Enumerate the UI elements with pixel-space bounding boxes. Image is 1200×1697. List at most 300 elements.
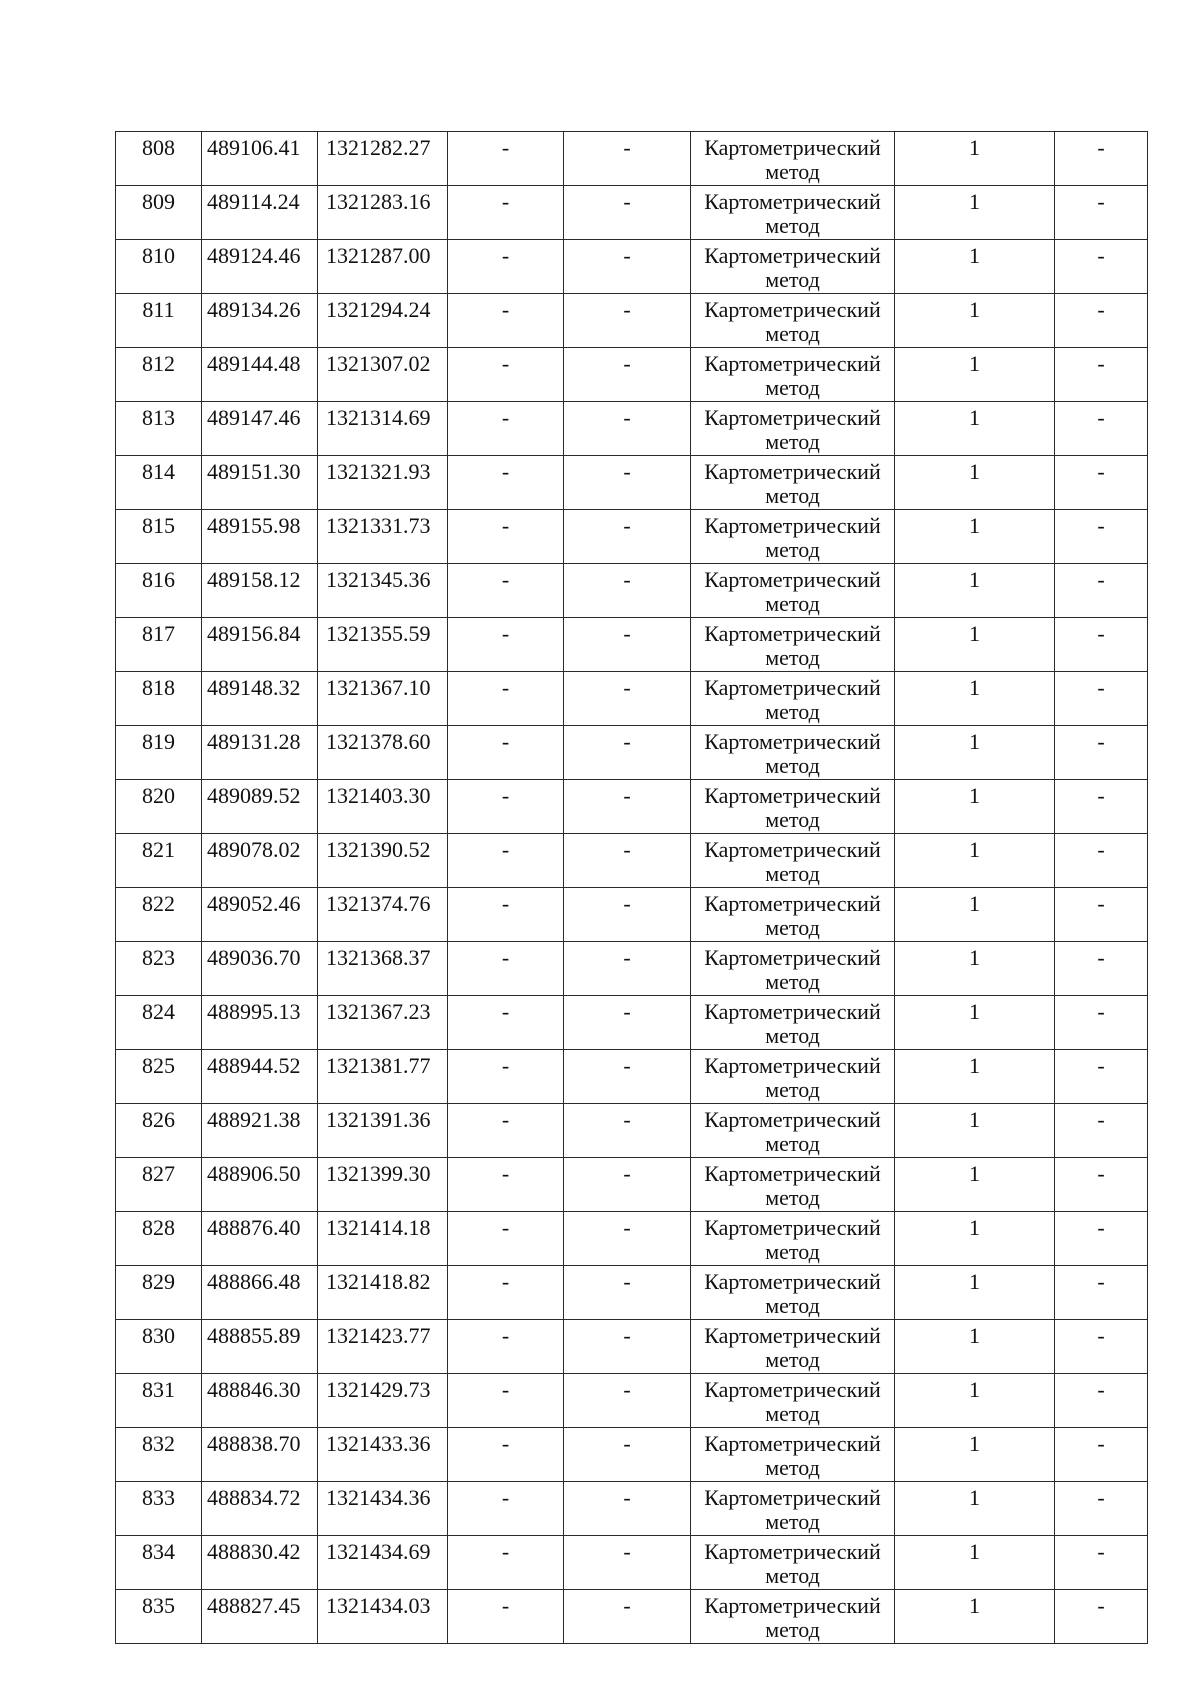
y-coordinate-cell: 1321434.69 xyxy=(318,1536,448,1590)
table-row xyxy=(116,1428,1148,1482)
dash-cell: - xyxy=(448,186,564,240)
point-number-cell: 813 xyxy=(116,402,202,456)
method-label-line2: метод xyxy=(765,753,820,778)
dash-cell: - xyxy=(564,1050,691,1104)
dash-cell: - xyxy=(448,1266,564,1320)
table-row xyxy=(116,672,1148,726)
accuracy-cell: 1 xyxy=(895,240,1055,294)
x-coordinate-cell: 489052.46 xyxy=(202,888,318,942)
y-coordinate-cell: 1321307.02 xyxy=(318,348,448,402)
method-label-line2: метод xyxy=(765,429,820,454)
accuracy-cell: 1 xyxy=(895,1104,1055,1158)
method-label-line2: метод xyxy=(765,1185,820,1210)
method-cell xyxy=(691,726,895,780)
dash-cell: - xyxy=(1055,240,1148,294)
method-label-line1: Картометрический xyxy=(704,1053,881,1078)
method-label-line2: метод xyxy=(765,1023,820,1048)
method-label-line1: Картометрический xyxy=(704,1215,881,1240)
dash-cell: - xyxy=(564,1374,691,1428)
dash-cell: - xyxy=(1055,1212,1148,1266)
x-coordinate-cell: 489089.52 xyxy=(202,780,318,834)
accuracy-cell: 1 xyxy=(895,132,1055,186)
point-number-cell: 808 xyxy=(116,132,202,186)
y-coordinate-cell: 1321381.77 xyxy=(318,1050,448,1104)
dash-cell: - xyxy=(564,348,691,402)
dash-cell: - xyxy=(564,834,691,888)
accuracy-cell: 1 xyxy=(895,1374,1055,1428)
y-coordinate-cell: 1321403.30 xyxy=(318,780,448,834)
dash-cell: - xyxy=(448,618,564,672)
y-coordinate-cell: 1321374.76 xyxy=(318,888,448,942)
x-coordinate-cell: 489156.84 xyxy=(202,618,318,672)
table-row xyxy=(116,510,1148,564)
dash-cell: - xyxy=(1055,348,1148,402)
point-number-cell: 833 xyxy=(116,1482,202,1536)
dash-cell: - xyxy=(1055,1374,1148,1428)
accuracy-cell: 1 xyxy=(895,888,1055,942)
coordinates-table xyxy=(115,131,1148,1644)
dash-cell: - xyxy=(1055,510,1148,564)
accuracy-cell: 1 xyxy=(895,1266,1055,1320)
accuracy-cell: 1 xyxy=(895,1482,1055,1536)
dash-cell: - xyxy=(1055,1050,1148,1104)
method-label-line2: метод xyxy=(765,1455,820,1480)
dash-cell: - xyxy=(564,186,691,240)
dash-cell: - xyxy=(448,942,564,996)
point-number-cell: 815 xyxy=(116,510,202,564)
method-label-line2: метод xyxy=(765,591,820,616)
accuracy-cell: 1 xyxy=(895,564,1055,618)
method-label-line1: Картометрический xyxy=(704,405,881,430)
dash-cell: - xyxy=(564,1158,691,1212)
accuracy-cell: 1 xyxy=(895,1050,1055,1104)
method-cell xyxy=(691,186,895,240)
dash-cell: - xyxy=(1055,1266,1148,1320)
accuracy-cell: 1 xyxy=(895,348,1055,402)
dash-cell: - xyxy=(564,942,691,996)
table-row xyxy=(116,402,1148,456)
point-number-cell: 823 xyxy=(116,942,202,996)
dash-cell: - xyxy=(564,240,691,294)
table-row xyxy=(116,1050,1148,1104)
dash-cell: - xyxy=(448,888,564,942)
x-coordinate-cell: 488830.42 xyxy=(202,1536,318,1590)
dash-cell: - xyxy=(448,1320,564,1374)
method-label-line2: метод xyxy=(765,267,820,292)
method-label-line1: Картометрический xyxy=(704,621,881,646)
method-label-line1: Картометрический xyxy=(704,297,881,322)
dash-cell: - xyxy=(448,564,564,618)
x-coordinate-cell: 489148.32 xyxy=(202,672,318,726)
method-label-line1: Картометрический xyxy=(704,351,881,376)
method-label-line2: метод xyxy=(765,159,820,184)
dash-cell: - xyxy=(564,1428,691,1482)
table-row xyxy=(116,1590,1148,1644)
point-number-cell: 816 xyxy=(116,564,202,618)
x-coordinate-cell: 488921.38 xyxy=(202,1104,318,1158)
method-label-line1: Картометрический xyxy=(704,1539,881,1564)
accuracy-cell: 1 xyxy=(895,1590,1055,1644)
dash-cell: - xyxy=(564,132,691,186)
y-coordinate-cell: 1321434.03 xyxy=(318,1590,448,1644)
dash-cell: - xyxy=(1055,834,1148,888)
y-coordinate-cell: 1321282.27 xyxy=(318,132,448,186)
dash-cell: - xyxy=(448,1590,564,1644)
dash-cell: - xyxy=(448,780,564,834)
method-label-line2: метод xyxy=(765,213,820,238)
x-coordinate-cell: 488995.13 xyxy=(202,996,318,1050)
method-label-line1: Картометрический xyxy=(704,837,881,862)
dash-cell: - xyxy=(1055,1428,1148,1482)
x-coordinate-cell: 489158.12 xyxy=(202,564,318,618)
dash-cell: - xyxy=(1055,726,1148,780)
x-coordinate-cell: 488944.52 xyxy=(202,1050,318,1104)
dash-cell: - xyxy=(1055,1590,1148,1644)
x-coordinate-cell: 488846.30 xyxy=(202,1374,318,1428)
point-number-cell: 812 xyxy=(116,348,202,402)
point-number-cell: 822 xyxy=(116,888,202,942)
point-number-cell: 832 xyxy=(116,1428,202,1482)
y-coordinate-cell: 1321283.16 xyxy=(318,186,448,240)
method-cell xyxy=(691,1266,895,1320)
method-cell xyxy=(691,1428,895,1482)
x-coordinate-cell: 489151.30 xyxy=(202,456,318,510)
method-cell xyxy=(691,1212,895,1266)
method-label-line1: Картометрический xyxy=(704,729,881,754)
x-coordinate-cell: 489078.02 xyxy=(202,834,318,888)
dash-cell: - xyxy=(564,996,691,1050)
accuracy-cell: 1 xyxy=(895,942,1055,996)
dash-cell: - xyxy=(564,888,691,942)
dash-cell: - xyxy=(564,294,691,348)
method-cell xyxy=(691,1158,895,1212)
method-cell xyxy=(691,618,895,672)
method-label-line1: Картометрический xyxy=(704,1161,881,1186)
table-row xyxy=(116,1266,1148,1320)
y-coordinate-cell: 1321391.36 xyxy=(318,1104,448,1158)
method-label-line1: Картометрический xyxy=(704,567,881,592)
dash-cell: - xyxy=(1055,1104,1148,1158)
method-cell xyxy=(691,510,895,564)
method-label-line1: Картометрический xyxy=(704,945,881,970)
table-row xyxy=(116,942,1148,996)
method-label-line2: метод xyxy=(765,375,820,400)
point-number-cell: 828 xyxy=(116,1212,202,1266)
method-label-line2: метод xyxy=(765,969,820,994)
method-label-line2: метод xyxy=(765,1293,820,1318)
dash-cell: - xyxy=(448,294,564,348)
accuracy-cell: 1 xyxy=(895,510,1055,564)
x-coordinate-cell: 489147.46 xyxy=(202,402,318,456)
dash-cell: - xyxy=(564,726,691,780)
y-coordinate-cell: 1321423.77 xyxy=(318,1320,448,1374)
method-cell xyxy=(691,240,895,294)
y-coordinate-cell: 1321390.52 xyxy=(318,834,448,888)
point-number-cell: 827 xyxy=(116,1158,202,1212)
y-coordinate-cell: 1321314.69 xyxy=(318,402,448,456)
method-label-line2: метод xyxy=(765,699,820,724)
method-cell xyxy=(691,564,895,618)
method-cell xyxy=(691,834,895,888)
dash-cell: - xyxy=(448,348,564,402)
x-coordinate-cell: 488834.72 xyxy=(202,1482,318,1536)
method-label-line1: Картометрический xyxy=(704,135,881,160)
table-row xyxy=(116,1104,1148,1158)
method-label-line2: метод xyxy=(765,807,820,832)
x-coordinate-cell: 489106.41 xyxy=(202,132,318,186)
method-label-line2: метод xyxy=(765,1509,820,1534)
method-label-line1: Картометрический xyxy=(704,675,881,700)
dash-cell: - xyxy=(1055,996,1148,1050)
y-coordinate-cell: 1321345.36 xyxy=(318,564,448,618)
x-coordinate-cell: 489036.70 xyxy=(202,942,318,996)
method-label-line1: Картометрический xyxy=(704,891,881,916)
table-row xyxy=(116,132,1148,186)
point-number-cell: 809 xyxy=(116,186,202,240)
x-coordinate-cell: 489134.26 xyxy=(202,294,318,348)
method-label-line1: Картометрический xyxy=(704,459,881,484)
accuracy-cell: 1 xyxy=(895,1212,1055,1266)
method-label-line2: метод xyxy=(765,1347,820,1372)
y-coordinate-cell: 1321331.73 xyxy=(318,510,448,564)
point-number-cell: 825 xyxy=(116,1050,202,1104)
dash-cell: - xyxy=(1055,564,1148,618)
method-label-line2: метод xyxy=(765,915,820,940)
dash-cell: - xyxy=(1055,888,1148,942)
method-cell xyxy=(691,996,895,1050)
method-label-line1: Картометрический xyxy=(704,513,881,538)
accuracy-cell: 1 xyxy=(895,996,1055,1050)
method-cell xyxy=(691,348,895,402)
method-cell xyxy=(691,132,895,186)
x-coordinate-cell: 489155.98 xyxy=(202,510,318,564)
method-cell xyxy=(691,1320,895,1374)
dash-cell: - xyxy=(1055,1536,1148,1590)
method-label-line2: метод xyxy=(765,861,820,886)
method-label-line1: Картометрический xyxy=(704,1377,881,1402)
method-cell xyxy=(691,942,895,996)
accuracy-cell: 1 xyxy=(895,456,1055,510)
dash-cell: - xyxy=(1055,1482,1148,1536)
accuracy-cell: 1 xyxy=(895,726,1055,780)
dash-cell: - xyxy=(564,1536,691,1590)
method-cell xyxy=(691,888,895,942)
method-label-line1: Картометрический xyxy=(704,999,881,1024)
method-label-line1: Картометрический xyxy=(704,1269,881,1294)
table-row xyxy=(116,456,1148,510)
x-coordinate-cell: 489131.28 xyxy=(202,726,318,780)
dash-cell: - xyxy=(564,618,691,672)
method-label-line1: Картометрический xyxy=(704,1593,881,1618)
point-number-cell: 835 xyxy=(116,1590,202,1644)
y-coordinate-cell: 1321414.18 xyxy=(318,1212,448,1266)
dash-cell: - xyxy=(564,510,691,564)
y-coordinate-cell: 1321434.36 xyxy=(318,1482,448,1536)
accuracy-cell: 1 xyxy=(895,1536,1055,1590)
accuracy-cell: 1 xyxy=(895,186,1055,240)
method-label-line2: метод xyxy=(765,1131,820,1156)
x-coordinate-cell: 488827.45 xyxy=(202,1590,318,1644)
table-row xyxy=(116,996,1148,1050)
dash-cell: - xyxy=(448,1374,564,1428)
table-row xyxy=(116,618,1148,672)
accuracy-cell: 1 xyxy=(895,1158,1055,1212)
y-coordinate-cell: 1321287.00 xyxy=(318,240,448,294)
dash-cell: - xyxy=(1055,456,1148,510)
dash-cell: - xyxy=(448,456,564,510)
table-row xyxy=(116,1320,1148,1374)
x-coordinate-cell: 489114.24 xyxy=(202,186,318,240)
table-row xyxy=(116,834,1148,888)
y-coordinate-cell: 1321433.36 xyxy=(318,1428,448,1482)
method-cell xyxy=(691,1050,895,1104)
accuracy-cell: 1 xyxy=(895,1428,1055,1482)
method-label-line2: метод xyxy=(765,537,820,562)
dash-cell: - xyxy=(448,1482,564,1536)
dash-cell: - xyxy=(564,672,691,726)
dash-cell: - xyxy=(1055,672,1148,726)
method-cell xyxy=(691,456,895,510)
method-label-line1: Картометрический xyxy=(704,1485,881,1510)
accuracy-cell: 1 xyxy=(895,780,1055,834)
table-row xyxy=(116,240,1148,294)
point-number-cell: 826 xyxy=(116,1104,202,1158)
table-row xyxy=(116,1158,1148,1212)
accuracy-cell: 1 xyxy=(895,294,1055,348)
y-coordinate-cell: 1321399.30 xyxy=(318,1158,448,1212)
x-coordinate-cell: 489144.48 xyxy=(202,348,318,402)
x-coordinate-cell: 488866.48 xyxy=(202,1266,318,1320)
x-coordinate-cell: 488855.89 xyxy=(202,1320,318,1374)
point-number-cell: 810 xyxy=(116,240,202,294)
dash-cell: - xyxy=(564,1212,691,1266)
method-cell xyxy=(691,294,895,348)
y-coordinate-cell: 1321355.59 xyxy=(318,618,448,672)
method-label-line1: Картометрический xyxy=(704,1107,881,1132)
y-coordinate-cell: 1321321.93 xyxy=(318,456,448,510)
method-cell xyxy=(691,1536,895,1590)
method-label-line2: метод xyxy=(765,645,820,670)
dash-cell: - xyxy=(1055,1158,1148,1212)
dash-cell: - xyxy=(448,1158,564,1212)
table-row xyxy=(116,888,1148,942)
dash-cell: - xyxy=(564,402,691,456)
dash-cell: - xyxy=(448,402,564,456)
table-body xyxy=(116,132,1148,1644)
y-coordinate-cell: 1321367.23 xyxy=(318,996,448,1050)
dash-cell: - xyxy=(1055,1320,1148,1374)
dash-cell: - xyxy=(448,672,564,726)
method-label-line2: метод xyxy=(765,1077,820,1102)
dash-cell: - xyxy=(564,564,691,618)
dash-cell: - xyxy=(448,132,564,186)
point-number-cell: 818 xyxy=(116,672,202,726)
table-row xyxy=(116,726,1148,780)
method-label-line2: метод xyxy=(765,1617,820,1642)
point-number-cell: 824 xyxy=(116,996,202,1050)
method-cell xyxy=(691,1374,895,1428)
method-cell xyxy=(691,1104,895,1158)
y-coordinate-cell: 1321418.82 xyxy=(318,1266,448,1320)
x-coordinate-cell: 489124.46 xyxy=(202,240,318,294)
dash-cell: - xyxy=(564,1320,691,1374)
method-label-line2: метод xyxy=(765,321,820,346)
dash-cell: - xyxy=(564,456,691,510)
y-coordinate-cell: 1321429.73 xyxy=(318,1374,448,1428)
dash-cell: - xyxy=(448,1104,564,1158)
point-number-cell: 811 xyxy=(116,294,202,348)
method-label-line1: Картометрический xyxy=(704,783,881,808)
table-row xyxy=(116,294,1148,348)
table-row xyxy=(116,348,1148,402)
y-coordinate-cell: 1321368.37 xyxy=(318,942,448,996)
point-number-cell: 817 xyxy=(116,618,202,672)
method-label-line1: Картометрический xyxy=(704,189,881,214)
method-cell xyxy=(691,402,895,456)
dash-cell: - xyxy=(564,1266,691,1320)
method-label-line2: метод xyxy=(765,483,820,508)
y-coordinate-cell: 1321378.60 xyxy=(318,726,448,780)
table-row xyxy=(116,1212,1148,1266)
dash-cell: - xyxy=(564,1590,691,1644)
dash-cell: - xyxy=(1055,294,1148,348)
accuracy-cell: 1 xyxy=(895,1320,1055,1374)
accuracy-cell: 1 xyxy=(895,834,1055,888)
y-coordinate-cell: 1321294.24 xyxy=(318,294,448,348)
method-label-line2: метод xyxy=(765,1401,820,1426)
method-label-line1: Картометрический xyxy=(704,1323,881,1348)
point-number-cell: 830 xyxy=(116,1320,202,1374)
dash-cell: - xyxy=(564,780,691,834)
dash-cell: - xyxy=(448,240,564,294)
point-number-cell: 814 xyxy=(116,456,202,510)
method-cell xyxy=(691,1590,895,1644)
table-row xyxy=(116,1536,1148,1590)
method-cell xyxy=(691,780,895,834)
method-label-line1: Картометрический xyxy=(704,243,881,268)
method-cell xyxy=(691,672,895,726)
method-cell xyxy=(691,1482,895,1536)
y-coordinate-cell: 1321367.10 xyxy=(318,672,448,726)
table-row xyxy=(116,1482,1148,1536)
point-number-cell: 829 xyxy=(116,1266,202,1320)
dash-cell: - xyxy=(448,1536,564,1590)
dash-cell: - xyxy=(448,996,564,1050)
dash-cell: - xyxy=(1055,402,1148,456)
table-row xyxy=(116,564,1148,618)
dash-cell: - xyxy=(448,1050,564,1104)
dash-cell: - xyxy=(448,726,564,780)
dash-cell: - xyxy=(448,1212,564,1266)
x-coordinate-cell: 488906.50 xyxy=(202,1158,318,1212)
accuracy-cell: 1 xyxy=(895,618,1055,672)
x-coordinate-cell: 488876.40 xyxy=(202,1212,318,1266)
accuracy-cell: 1 xyxy=(895,672,1055,726)
dash-cell: - xyxy=(1055,132,1148,186)
method-label-line2: метод xyxy=(765,1563,820,1588)
point-number-cell: 820 xyxy=(116,780,202,834)
table-row xyxy=(116,186,1148,240)
point-number-cell: 819 xyxy=(116,726,202,780)
method-label-line2: метод xyxy=(765,1239,820,1264)
dash-cell: - xyxy=(448,834,564,888)
table-row xyxy=(116,1374,1148,1428)
accuracy-cell: 1 xyxy=(895,402,1055,456)
dash-cell: - xyxy=(564,1104,691,1158)
dash-cell: - xyxy=(1055,618,1148,672)
table-row xyxy=(116,780,1148,834)
dash-cell: - xyxy=(1055,780,1148,834)
